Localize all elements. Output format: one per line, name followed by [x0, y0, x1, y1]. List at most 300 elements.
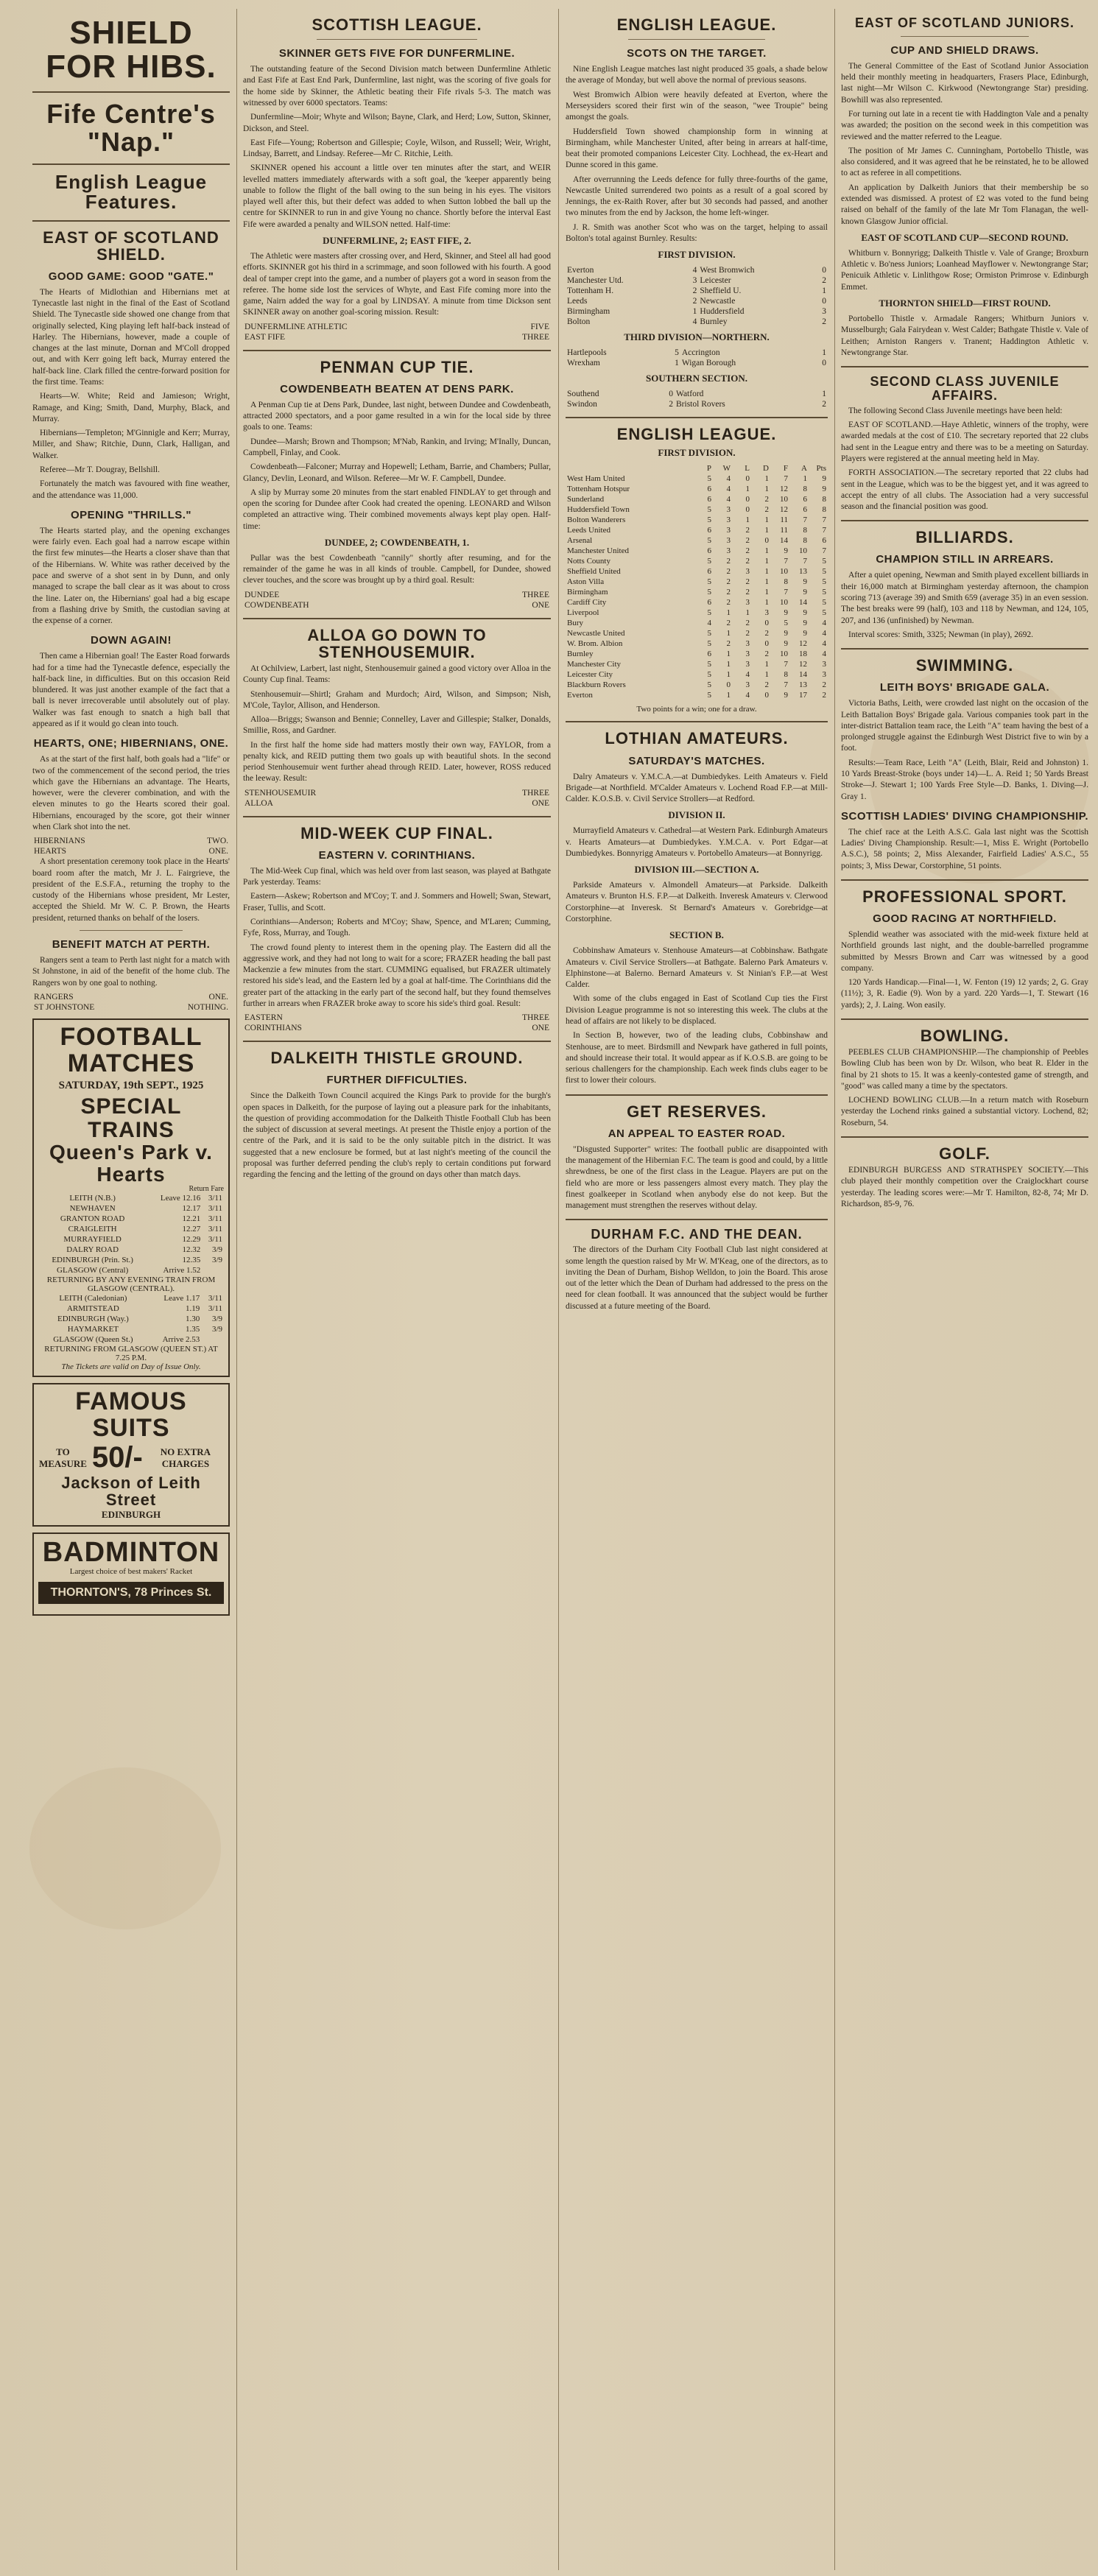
ad-shop: Jackson of Leith Street [61, 1474, 201, 1510]
stat-l: 3 [745, 639, 750, 649]
half-time: DUNDEE, 2; COWDENBEATH, 1. [324, 536, 470, 548]
ad-title: FOOTBALL MATCHES [60, 1022, 203, 1077]
team-list: Stenhousemuir—Shirtl; Graham and Murdoch; Aird, Wilson, and Simpson; Nish, M'Cole, Taylor, Allison, and Henderson. [243, 689, 551, 710]
stat-l: 2 [745, 546, 750, 556]
team-name: Sunderland [567, 495, 605, 504]
result-team: CORINTHIANS [244, 1024, 302, 1033]
article-paragraph: The position of Mr James C. Cunningham, Portobello Thistle, was also considered, and it was agreed that he be reinstated, he to be allowed to act as referee in all competitions. [841, 146, 1088, 178]
stat-w: 2 [726, 619, 731, 628]
fare: 3/11 [208, 1214, 222, 1223]
train-row [38, 1293, 224, 1303]
home-score: 2 [692, 286, 697, 296]
table-row [566, 474, 828, 484]
stat-pts: 4 [822, 629, 826, 638]
station: EDINBURGH (Way.) [57, 1314, 129, 1323]
article-paragraph: SKINNER opened his account a little over ten minutes after the start, and WEIR levelled matters immediately afterwards with a soft goal, the 'keeper apparently being unable to follow the flight of the ball owing to the sun being in his eyes. The visitors played well after this, but their defect was added to when Sutton lobbed the ball up the centre for SKINNER to run in and give Young no chance. Shortly before the interval East Fife were awarded a penalty and WILSON netted. Half-time: [243, 163, 551, 229]
table-row [566, 690, 828, 700]
stat-d: 1 [764, 485, 769, 494]
result-row [566, 275, 828, 286]
article-paragraph: Dalry Amateurs v. Y.M.C.A.—at Dumbiedykes. Leith Amateurs v. Field Brigade—at Northfield. M'Calder Amateurs v. Lochend Road F.P.—at Mill-Calder. K.O.S.B. v. Civil Service Strollers—at Redford. [566, 772, 828, 804]
table-row [566, 659, 828, 669]
section-title: MID-WEEK CUP FINAL. [300, 823, 493, 842]
fare: 3/9 [211, 1255, 222, 1264]
away-team: Sheffield U. [700, 286, 742, 296]
article-paragraph: Fortunately the match was favoured with fine weather, and the attendance was 11,000. [32, 479, 230, 500]
fare: 3/11 [208, 1203, 222, 1213]
team-name: Leeds United [567, 526, 610, 535]
result-team: HEARTS [34, 847, 67, 856]
stat-p: 5 [707, 588, 711, 597]
article-paragraph: FORTH ASSOCIATION.—The secretary reported that 22 clubs had sent in the League, which was to be the biggest yet, and it was agreed to accept the entry of all clubs. The Association had a very successful season and the financial position was good. [841, 468, 1088, 512]
train-row [38, 1324, 224, 1334]
stat-f: 10 [780, 650, 788, 659]
stat-w: 3 [726, 526, 731, 535]
result-table [243, 788, 551, 809]
stat-pts: 5 [822, 557, 826, 566]
result-team: EAST FIFE [244, 332, 286, 342]
benefit-title: BENEFIT MATCH AT PERTH. [52, 937, 211, 951]
section-title: ENGLISH LEAGUE. [616, 15, 777, 34]
stat-a: 13 [799, 680, 807, 690]
stat-pts: 2 [822, 691, 826, 700]
results-table [566, 265, 828, 327]
table-row [566, 515, 828, 525]
team-name: West Ham United [567, 474, 625, 484]
stat-l: 2 [745, 577, 750, 587]
result-row [566, 296, 828, 306]
col-head: W [722, 464, 731, 474]
stat-pts: 3 [822, 670, 826, 680]
train-row [38, 1314, 224, 1324]
stat-f: 11 [780, 526, 788, 535]
stat-d: 1 [764, 588, 769, 597]
stat-f: 14 [780, 536, 788, 546]
result-score: ONE. [208, 847, 228, 856]
result-team: EASTERN [244, 1013, 283, 1023]
away-score: 0 [822, 297, 826, 306]
stat-pts: 4 [822, 619, 826, 628]
table-row [566, 546, 828, 556]
fare: 3/9 [211, 1245, 222, 1254]
ad-line: Largest choice of best makers' Racket [69, 1567, 193, 1577]
division-title: SECTION B. [669, 929, 724, 941]
subhead: OPENING "THRILLS." [70, 508, 192, 521]
team-name: Manchester United [567, 546, 629, 556]
stat-p: 6 [707, 650, 711, 659]
away-score: 2 [822, 317, 826, 327]
stat-l: 2 [745, 557, 750, 566]
stat-l: 1 [745, 515, 750, 525]
subhead: HEARTS, ONE; HIBERNIANS, ONE. [33, 737, 229, 750]
result-score: ONE [532, 600, 549, 610]
article-title: SCOTS ON THE TARGET. [627, 47, 767, 60]
stat-a: 8 [803, 485, 807, 494]
stat-a: 12 [799, 639, 807, 649]
table-row [566, 628, 828, 638]
stat-pts: 6 [822, 536, 826, 546]
stat-w: 3 [726, 536, 731, 546]
stat-l: 2 [745, 619, 750, 628]
result-team: ST JOHNSTONE [34, 1002, 95, 1012]
article-paragraph: The Mid-Week Cup final, which was held over from last season, was played at Bathgate Park yesterday. Teams: [243, 866, 551, 887]
stat-w: 1 [726, 660, 731, 669]
article-paragraph: After a quiet opening, Newman and Smith played excellent billiards in their 16,000 match at Birmingham yesterday afternoon, the champion scoring 713 (average 39) and Smith 659 (average 35) in an even session. The best breaks were 99 (half), 103 and 118 by Newman, and 124, 105, 207, and 136 (unfinished) by Newman. [841, 571, 1088, 625]
article-paragraph: As at the start of the first half, both goals had a "life" or two of the commencement of the second period, the tries which gave the Hibernians an advantage. The Hearts, however, were the cleverer combination, and with the eleven minutes to go the Hearts scored their goal. Hibernians, encouraged by the score, got their winner when Clark shot into the net. [32, 755, 230, 831]
ad-extra: NO EXTRA CHARGES [160, 1446, 211, 1469]
stat-f: 7 [784, 557, 788, 566]
stat-l: 4 [745, 670, 750, 680]
result-score: THREE [521, 332, 549, 342]
article-paragraph: The General Committee of the East of Scotland Junior Association held their monthly meeting in headquarters, Frasers Place, Edinburgh, last night—Mr Wilson C. Kirkwood (Newtongrange Star) presiding. Bowhill was also represented. [841, 61, 1088, 105]
ad-price: 50/- [91, 1441, 143, 1474]
result-table [243, 590, 551, 610]
stat-d: 0 [764, 536, 769, 546]
home-team: Manchester Utd. [567, 276, 624, 286]
article-paragraph: J. R. Smith was another Scot who was on the target, helping to assail Bolton's total against Burnley. Results: [566, 222, 828, 244]
result-team: COWDENBEATH [244, 600, 309, 610]
stat-a: 13 [799, 567, 807, 577]
team-name: Cardiff City [567, 598, 607, 608]
away-score: 0 [822, 266, 826, 275]
section-title: BILLIARDS. [915, 528, 1014, 547]
article-paragraph: An application by Dalkeith Juniors that their membership be so extended was dismissed. A protest of £2 was voted to the fund being raised on behalf of the family of the late Mr Tom Flanagan, the well-known Glasgow Junior official. [841, 183, 1088, 226]
table-row [566, 494, 828, 504]
away-team: Accrington [681, 348, 720, 358]
stat-d: 2 [764, 680, 769, 690]
table-note: Two points for a win; one for a draw. [636, 705, 757, 714]
result-row [566, 399, 828, 409]
badminton-ad [32, 1532, 230, 1616]
stat-p: 5 [707, 474, 711, 484]
team-list: Corinthians—Anderson; Roberts and M'Coy; Shaw, Spence, and M'Laren; Cumming, Fyfe, Ross, Murray, and Tough. [243, 917, 551, 938]
stat-l: 2 [745, 526, 750, 535]
fare: 3/11 [208, 1303, 222, 1313]
division-title: FIRST DIVISION. [658, 249, 736, 261]
away-team: Watford [676, 390, 704, 399]
table-row [566, 597, 828, 608]
home-score: 4 [692, 266, 697, 275]
stat-f: 7 [784, 474, 788, 484]
result-team: DUNFERMLINE ATHLETIC [244, 322, 348, 331]
stat-pts: 4 [822, 650, 826, 659]
article-paragraph: With some of the clubs engaged in East of Scotland Cup ties the First Division League programme is not so interesting this week. The clubs at the head of affairs are not likely to be displaced. [566, 994, 828, 1026]
stat-a: 9 [803, 608, 807, 618]
stat-w: 4 [726, 485, 731, 494]
departure: Arrive 1.52 [163, 1265, 201, 1275]
home-team: Tottenham H. [567, 286, 614, 296]
game-title: GOOD GAME: GOOD "GATE." [48, 270, 214, 283]
stat-p: 5 [707, 505, 711, 515]
stat-f: 7 [784, 660, 788, 669]
article-paragraph: In the first half the home side had matters mostly their own way, FAYLOR, from a penalty kick, and REID putting them two goals up with beautiful shots. In the second period Stenhousemuir went further ahead through REID. Later, however, ROSS reduced the leeway. Result: [243, 740, 551, 784]
stat-p: 5 [707, 536, 711, 546]
article-paragraph: The outstanding feature of the Second Division match between Dunfermline Athletic and East Fife at East End Park, Dunfermline, last night, was the scoring of five goals for the home side by Skinner, the Athletic beating their Fife rivals 5-3. The match was witnessed by over 6000 spectators. Teams: [243, 65, 551, 108]
league-table [566, 463, 828, 700]
division-title: DIVISION III.—SECTION A. [634, 864, 759, 876]
result-row [566, 348, 828, 358]
result-score: THREE [521, 590, 549, 599]
stat-p: 6 [707, 495, 711, 504]
section-title: ALLOA GO DOWN TO STENHOUSEMUIR. [307, 625, 487, 661]
stat-f: 8 [784, 577, 788, 587]
table-row [566, 669, 828, 680]
stat-pts: 7 [822, 526, 826, 535]
article-paragraph: A short presentation ceremony took place in the Hearts' board room after the match, Mr J. L. Fairgrieve, the president of the E.S.F.A., returning the trophy to the custody of the Hibernians whose president, Mr Lester, accepted the Shield. Mr W. C. P. Brown, the Hearts president, returned thanks on behalf of the losers. [32, 857, 230, 923]
article-paragraph: The Athletic were masters after crossing over, and Herd, Skinner, and Steel all had good efforts. SKINNER got his third in a scrimmage, and soon followed with his fourth. A good deal of tamper crept into the game, and a number of players got a word in season from the referee. The home side lost the services of Whyte, and East Fife coming more into the game, Nairn added the way for a goal by LINDSAY. A minute from time Dickson sent SKINNER away on another goal-scoring mission. Result: [243, 252, 551, 317]
away-team: Leicester [700, 276, 731, 286]
sub-headline-2: English League Features. [54, 170, 208, 214]
team-name: Everton [567, 691, 593, 700]
stat-d: 2 [764, 629, 769, 638]
stat-p: 5 [707, 691, 711, 700]
stat-p: 5 [707, 557, 711, 566]
section-title: DURHAM F.C. AND THE DEAN. [591, 1227, 803, 1242]
home-score: 2 [669, 400, 674, 409]
result-score: THREE [521, 1013, 549, 1023]
hearts-team: Hearts—W. White; Reid and Jamieson; Wright, Ramage, and King; Smith, Dand, Murphy, Black, and Murray. [32, 392, 230, 423]
referee: Referee—Mr T. Dougray, Bellshill. [40, 465, 160, 474]
stat-p: 5 [707, 577, 711, 587]
fare [201, 1334, 224, 1345]
stat-l: 3 [745, 680, 750, 690]
stat-pts: 4 [822, 639, 826, 649]
article-title: COWDENBEATH BEATEN AT DENS PARK. [280, 382, 514, 395]
home-team: Leeds [567, 297, 588, 306]
stat-d: 3 [764, 608, 769, 618]
result-table [32, 836, 230, 856]
home-team: Southend [567, 390, 599, 399]
train-row [38, 1193, 224, 1203]
result-score: ONE. [208, 992, 228, 1002]
article-paragraph: For turning out late in a recent tie with Haddington Vale and a penalty was awarded; the position on the second week in this competition was reviewed and the matter referred to the League. [841, 110, 1088, 141]
results-table [566, 389, 828, 409]
column-4 [841, 13, 1088, 2569]
home-team: Birmingham [567, 307, 610, 317]
half-time: DUNFERMLINE, 2; EAST FIFE, 2. [323, 235, 471, 247]
stat-d: 2 [764, 495, 769, 504]
away-team: Newcastle [700, 297, 736, 306]
section-title: BOWLING. [920, 1026, 1010, 1045]
stat-f: 10 [780, 567, 788, 577]
football-trains-ad [32, 1018, 230, 1377]
result-table [243, 1013, 551, 1033]
departure: Arrive 2.53 [162, 1334, 200, 1344]
stat-p: 5 [707, 629, 711, 638]
table-row [566, 535, 828, 546]
fare: 3/11 [208, 1224, 222, 1234]
stat-pts: 5 [822, 608, 826, 618]
train-row [38, 1265, 224, 1275]
article-title: GOOD RACING AT NORTHFIELD. [873, 912, 1057, 926]
stat-f: 7 [784, 588, 788, 597]
table-row [566, 638, 828, 649]
home-score: 4 [692, 317, 697, 327]
home-score: 1 [675, 359, 679, 368]
stat-w: 2 [726, 598, 731, 608]
table-row [566, 525, 828, 535]
team-name: Sheffield United [567, 567, 621, 577]
stat-w: 1 [726, 629, 731, 638]
away-team: West Bromwich [700, 266, 755, 275]
article-paragraph: Splendid weather was associated with the mid-week fixture held at Northfield grounds last night, and the double-barrelled programme submitted by Messrs Brown and Carr was witnessed by a good company. [841, 930, 1088, 973]
article-title: LEITH BOYS' BRIGADE GALA. [879, 681, 1050, 694]
stat-f: 5 [784, 619, 788, 628]
stat-f: 9 [784, 639, 788, 649]
stat-w: 3 [726, 505, 731, 515]
stat-pts: 8 [822, 505, 826, 515]
result-score: TWO. [206, 837, 228, 846]
stat-a: 14 [799, 598, 807, 608]
away-score: 1 [822, 286, 826, 296]
stat-f: 7 [784, 680, 788, 690]
article-paragraph: Nine English League matches last night produced 35 goals, a shade below the average of Monday, but well above the normal of previous seasons. [566, 65, 828, 85]
home-score: 5 [675, 348, 679, 358]
stat-a: 9 [803, 629, 807, 638]
subhead: DOWN AGAIN! [91, 634, 172, 647]
team-name: Bolton Wanderers [567, 515, 626, 525]
article-paragraph: Whitburn v. Bonnyrigg; Dalkeith Thistle v. Vale of Grange; Broxburn Athletic v. Bo'ness Juniors; Loanhead Mayflower v. Newtongrange Star; Penicuik Athletic v. Linlithgow Rose; Ormiston Primrose v. Edinburgh Emmet. [841, 248, 1088, 292]
team-name: Leicester City [567, 670, 613, 680]
team-list: East Fife—Young; Robertson and Gillespie; Coyle, Wilson, and Russell; Weir, Wright, Lindsay, Barrett, and Lindsay. Referee—Mr C. Ritchie, Leith. [243, 138, 551, 159]
fare: 3/9 [211, 1314, 222, 1323]
departure: 12.29 [182, 1234, 201, 1244]
column-2 [243, 13, 551, 2569]
suits-ad [32, 1383, 230, 1527]
stat-a: 7 [803, 515, 807, 525]
article-paragraph: Victoria Baths, Leith, were crowded last night on the occasion of the Leith Battalion Boys' Brigade gala. Various companies took part in the inter-district Battalion team race, the Leith "A" team having the best of a prolonged struggle against the Edinburgh West District five to win by a foot. [841, 699, 1088, 753]
stat-a: 6 [803, 505, 807, 515]
station: LEITH (Caledonian) [59, 1293, 127, 1303]
stat-pts: 5 [822, 598, 826, 608]
stat-l: 0 [745, 495, 750, 504]
stat-f: 11 [780, 515, 788, 525]
stat-a: 9 [803, 577, 807, 587]
article-title: SKINNER GETS FIVE FOR DUNFERMLINE. [278, 47, 515, 60]
section-title: SWIMMING. [915, 656, 1014, 675]
away-score: 3 [822, 307, 826, 317]
stat-a: 14 [799, 670, 807, 680]
article-paragraph: At Ochilview, Larbert, last night, Stenhousemuir gained a good victory over Alloa in the County Cup final. Teams: [243, 664, 551, 685]
result-team: HIBERNIANS [34, 837, 85, 846]
stat-f: 9 [784, 608, 788, 618]
away-score: 1 [822, 348, 826, 358]
stat-pts: 8 [822, 495, 826, 504]
train-row [38, 1234, 224, 1245]
section-title: EAST OF SCOTLAND SHIELD. [43, 228, 219, 264]
station: GRANTON ROAD [60, 1214, 125, 1223]
stat-pts: 9 [822, 474, 826, 484]
away-score: 2 [822, 400, 826, 409]
stat-d: 1 [764, 515, 769, 525]
article-paragraph: Murrayfield Amateurs v. Cathedral—at Western Park. Edinburgh Amateurs v. Hearts Amateurs—at Dumbiedykes. Y.M.C.A. v. Port Edgar—at Dumbiedykes. Bonnyrigg Amateurs v. Portobello Amateurs—at Bonnyrigg. [566, 826, 828, 858]
col-head: Pts [816, 464, 826, 474]
results-table [566, 348, 828, 368]
stat-d: 2 [764, 650, 769, 659]
team-name: Bury [567, 619, 583, 628]
fare: 3/11 [208, 1234, 222, 1244]
stat-d: 1 [764, 660, 769, 669]
stat-p: 6 [707, 567, 711, 577]
article-paragraph: After overrunning the Leeds defence for fully three-fourths of the game, Newcastle United surrendered two points as a result of a goal scored by Jennings, the ex-Raith Rover, after but 30 seconds had passed, and another two minutes from the end by Jackson, the home left-winger. [566, 175, 828, 218]
stat-l: 4 [745, 691, 750, 700]
table-row [566, 556, 828, 566]
ad-return: RETURNING FROM GLASGOW (QUEEN ST.) AT 7.25 P.M. [44, 1344, 218, 1362]
stat-f: 9 [784, 629, 788, 638]
article-paragraph: The Hearts of Midlothian and Hibernians met at Tynecastle last night in the final of the East of Scotland Shield. The Tynecastle side showed one change from that originally selected, King playing left half-back instead of Harley. The Hibernians, however, made a couple of changes at the last minute, Dornan and M'Coll dropped out, and with Kerr going left back, Murray entered the half-back line. Clark filled the centre-forward position for the first time. Teams: [32, 287, 230, 387]
away-team: Huddersfield [700, 307, 745, 317]
stat-w: 3 [726, 546, 731, 556]
team-list: Eastern—Askew; Robertson and M'Coy; T. and J. Sommers and Howell; Swan, Stewart, Fraser, Tullis, and Scott. [243, 892, 551, 912]
article-title: FURTHER DIFFICULTIES. [326, 1074, 468, 1087]
article-paragraph: PEEBLES CLUB CHAMPIONSHIP.—The championship of Peebles Bowling Club has been won by Dr. Wilson, who beat R. Elder in the final by 21 shots to 15. It was a keenly-contested game of strength, and "good" was called many a time by the spectators. [841, 1048, 1088, 1091]
home-score: 3 [692, 276, 697, 286]
stat-f: 10 [780, 598, 788, 608]
result-score: ONE [532, 1024, 549, 1033]
stat-f: 10 [780, 495, 788, 504]
stat-w: 4 [726, 495, 731, 504]
article-paragraph: Since the Dalkeith Town Council acquired the Kings Park to provide for the burgh's open spaces in Dalkeith, for the purpose of laying out a pleasure park for the inhabitants, the question of providing accommodation for the Dalkeith Thistle Football Club has been the subject of discussion at several meetings. At present the Thistle enjoy a portion of the centre of the Park, and it is said to be the only suitable pitch in the district. It was suggested that a new enclosure be formed, but at last night's meeting of the council the proposal was further deferred pending the club's reply to certain conditions put forward regarding the fencing and the letting of the ground on days other than match days. [243, 1091, 551, 1180]
stat-pts: 2 [822, 680, 826, 690]
main-headline: SHIELD FOR HIBS. [46, 15, 217, 85]
result-row [566, 358, 828, 368]
team-name: Birmingham [567, 588, 608, 597]
stat-p: 5 [707, 608, 711, 618]
table-row [566, 577, 828, 587]
result-team: ALLOA [244, 798, 273, 808]
division-title: THIRD DIVISION—NORTHERN. [624, 331, 770, 343]
ad-shop: THORNTON'S, 78 Princes St. [38, 1582, 224, 1604]
stat-a: 6 [803, 495, 807, 504]
stat-p: 6 [707, 598, 711, 608]
col-head: F [783, 464, 788, 474]
stat-w: 2 [726, 577, 731, 587]
ad-city: EDINBURGH [101, 1508, 161, 1520]
result-row [566, 286, 828, 296]
stat-f: 12 [780, 505, 788, 515]
departure: Leave 1.17 [163, 1293, 200, 1303]
article-title: CHAMPION STILL IN ARREARS. [876, 553, 1054, 566]
result-score: ONE [532, 798, 549, 808]
away-score: 1 [822, 390, 826, 399]
departure: Leave 12.16 [160, 1193, 201, 1203]
article-title: SCOTTISH LADIES' DIVING CHAMPIONSHIP. [841, 809, 1088, 823]
stat-d: 1 [764, 567, 769, 577]
stat-a: 7 [803, 557, 807, 566]
section-title: LOTHIAN AMATEURS. [605, 729, 789, 748]
team-name: Arsenal [567, 536, 593, 546]
departure: 12.21 [182, 1214, 201, 1223]
stat-f: 8 [784, 670, 788, 680]
ad-title: FAMOUS SUITS [75, 1387, 187, 1442]
stat-l: 2 [745, 629, 750, 638]
article-paragraph: EDINBURGH BURGESS AND STRATHSPEY SOCIETY.—This club played their monthly competition over the Craiglockhart course yesterday. The leading scores were:—Mr T. Hamilton, 82-8, 74; Mr D. Richardson, 85-9, 76. [841, 1166, 1088, 1208]
stat-l: 0 [745, 505, 750, 515]
article-paragraph: The following Second Class Juvenile meetings have been held: [848, 406, 1063, 415]
team-name: Liverpool [567, 608, 599, 618]
away-score: 2 [822, 276, 826, 286]
stat-d: 1 [764, 670, 769, 680]
stat-d: 1 [764, 474, 769, 484]
stat-d: 1 [764, 598, 769, 608]
ad-note: The Tickets are valid on Day of Issue Only. [61, 1362, 201, 1371]
article-paragraph: The chief race at the Leith A.S.C. Gala last night was the Scottish Ladies' Diving Championship. Result:—1, Miss E. Wright (Portobello A.S.C.), 58 points; 2, Miss Alexander, Fairfield Ladies' A.S.C., 55 points; 3, Miss Dewar, Corstorphine, 51 points. [841, 827, 1088, 870]
col-head: P [706, 464, 711, 474]
article-paragraph: Results:—Team Race, Leith "A" (Leith, Blair, Reid and Johnston) 1. 10 Yards Breast-Stroke (boys under 14)—L. A. Reid 1; 50 Yards Breast Stroke—J. Stewart 1; 100 Yards Free Style—D. Banks, 1. Diving—J. Gray 1. [841, 758, 1088, 801]
section-title: ENGLISH LEAGUE. [616, 425, 777, 444]
stat-w: 0 [726, 680, 731, 690]
table-row [566, 680, 828, 690]
away-score: 0 [822, 359, 826, 368]
